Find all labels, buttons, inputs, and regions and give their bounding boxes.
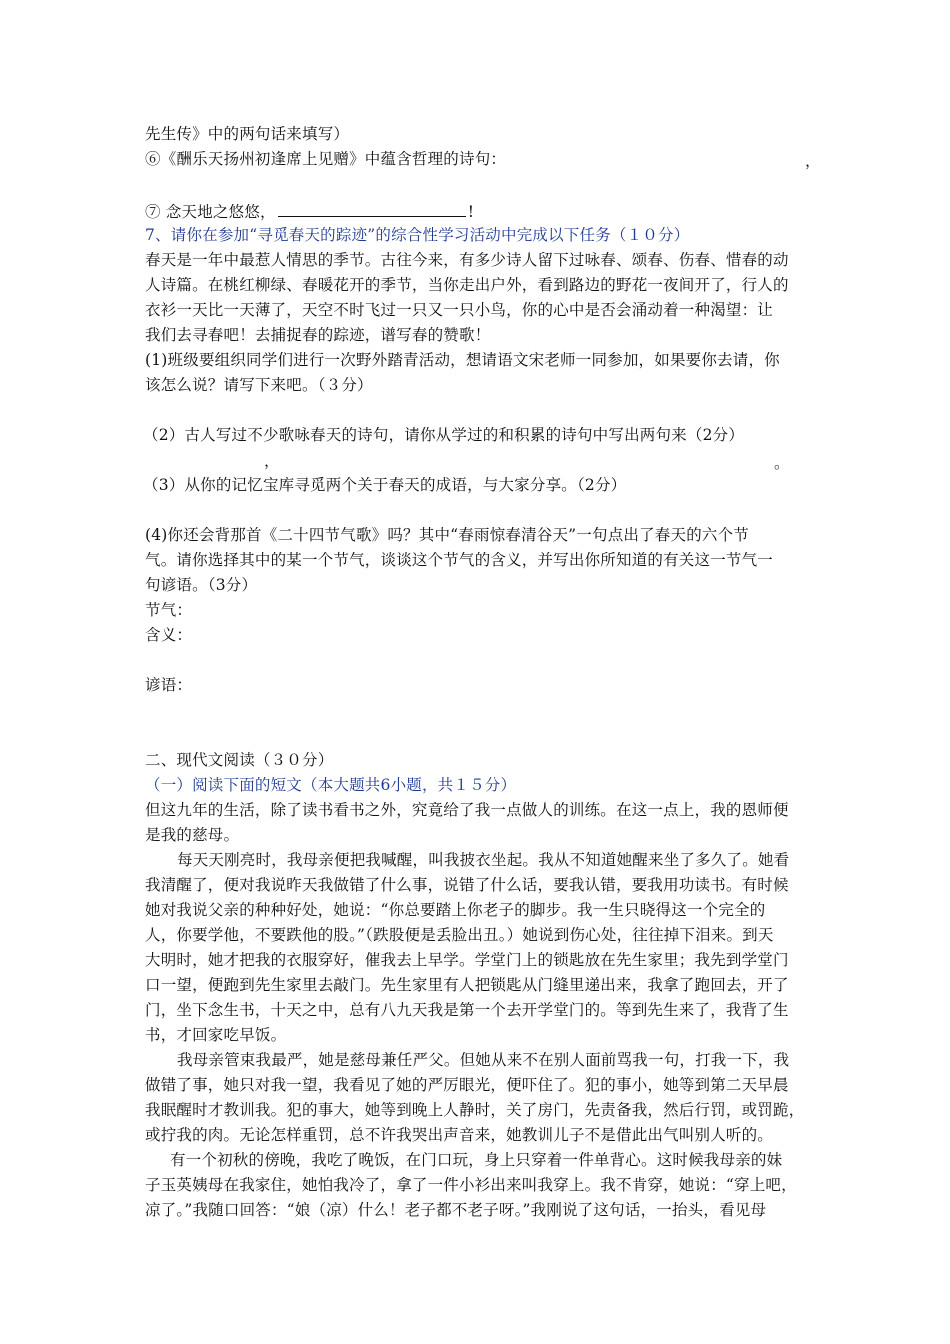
verse-end: !: [467, 203, 475, 221]
verse-prompt: ⑦ 念天地之悠悠，: [145, 203, 276, 221]
text-line: 子玉英姨母在我家住，她怕我冷了，拿了一件小衫出来叫我穿上。我不肯穿，她说：“穿上吧，: [145, 1176, 797, 1194]
text-line: 该怎么说？请写下来吧。（３分）: [145, 376, 373, 394]
text-line: 我们去寻春吧！去捕捉春的踪迹，谱写春的赞歌！: [145, 326, 491, 344]
text-line: 门，坐下念生书，十天之中，总有八九天我是第一个去开学堂门的。等到先生来了，我背了生: [145, 1001, 789, 1019]
text-line: [145, 200, 474, 223]
text-line: 但这九年的生活，除了读书看书之外，究竟给了我一点做人的训练。在这一点上，我的恩师便: [145, 801, 789, 819]
text-line: 我眠醒时才教训我。犯的事大，她等到晚上人静时，关了房门，先责备我，然后行罚，或罚跪，: [145, 1101, 805, 1119]
text-line: 先生传》中的两句话来填写）: [145, 125, 350, 143]
text-line: 书，才回家吃早饭。: [145, 1026, 287, 1044]
text-line: 她对我说父亲的种种好处，她说：“你总要踏上你老子的脚步。我一生只晓得这一个完全的: [145, 901, 766, 919]
label-jieqi: 节气：: [145, 601, 193, 619]
answer-blank[interactable]: [278, 200, 466, 217]
label-hanyi: 含义：: [145, 626, 193, 644]
text-line: （3）从你的记忆宝库寻觅两个关于春天的成语，与大家分享。（2分）: [143, 476, 627, 494]
text-line: 句谚语。（3分）: [145, 576, 258, 594]
text-line: 我清醒了，便对我说昨天我做错了什么事，说错了什么话，要我认错，要我用功读书。有时候: [145, 876, 789, 894]
text-line: 是我的慈母。: [145, 826, 240, 844]
text-line: 做错了事，她只对我一望，我看见了她的严厉眼光，便吓住了。犯的事小，她等到第二天早晨: [145, 1076, 789, 1094]
text-line: 衣衫一天比一天薄了，天空不时飞过一只又一只小鸟，你的心中是否会涌动着一种渴望：让: [145, 301, 774, 319]
label-yanyu: 谚语：: [145, 676, 193, 694]
text-line: 人诗篇。在桃红柳绿、春暖花开的季节，当你走出户外，看到路边的野花一夜间开了，行人的: [145, 276, 789, 294]
text-line: (1)班级要组织同学们进行一次野外踏青活动，想请语文宋老师一同参加，如果要你去请，你: [145, 351, 780, 369]
text-line: 凉了。”我随口回答：“娘（凉）什么！老子都不老子呀。”我刚说了这句话，一抬头，看见母: [145, 1201, 767, 1219]
text-line: （2）古人写过不少歌咏春天的诗句，请你从学过的和积累的诗句中写出两句来（2分）: [143, 426, 745, 444]
text-line: ，: [264, 452, 280, 470]
text-line: 气。请你选择其中的某一个节气，谈谈这个节气的含义，并写出你所知道的有关这一节气一: [145, 551, 774, 569]
subsection-heading: （一）阅读下面的短文（本大题共6小题，共１５分）: [145, 776, 517, 794]
text-line: 每天天刚亮时，我母亲便把我喊醒，叫我披衣坐起。我从不知道她醒来坐了多久了。她看: [177, 851, 790, 869]
text-line: 有一个初秋的傍晚，我吃了晚饭，在门口玩，身上只穿着一件单背心。这时候我母亲的妹: [170, 1151, 783, 1169]
text-line: ⑥《酬乐天扬州初逢席上见赠》中蕴含哲理的诗句：: [145, 150, 507, 168]
text-line: 或拧我的肉。无论怎样重罚，总不许我哭出声音来，她教训儿子不是借此出气叫别人听的。: [145, 1126, 774, 1144]
text-line: 我母亲管束我最严，她是慈母兼任严父。但她从来不在别人面前骂我一句，打我一下，我: [177, 1051, 790, 1069]
text-line: 春天是一年中最惹人情思的季节。古往今来，有多少诗人留下过咏春、颂春、伤春、惜春的动: [145, 251, 789, 269]
text-line: 大明时，她才把我的衣服穿好，催我去上早学。学堂门上的锁匙放在先生家里；我先到学堂门: [145, 951, 789, 969]
text-line: 口一望，便跑到先生家里去敲门。先生家里有人把锁匙从门缝里递出来，我拿了跑回去，开了: [145, 976, 789, 994]
text-line: 。: [774, 454, 790, 472]
text-line: 人，你要学他，不要跌他的股。”（跌股便是丢脸出丑。）她说到伤心处，往往掉下泪来。到天: [145, 926, 774, 944]
section-heading: 二、现代文阅读（３０分）: [145, 751, 334, 769]
question-heading: 7、请你在参加“寻觅春天的踪迹”的综合性学习活动中完成以下任务（１０分）: [145, 226, 690, 244]
text-line: (4)你还会背那首《二十四节气歌》吗？其中“春雨惊春清谷天”一句点出了春天的六个节: [145, 526, 750, 544]
text-line: ，: [805, 152, 821, 170]
